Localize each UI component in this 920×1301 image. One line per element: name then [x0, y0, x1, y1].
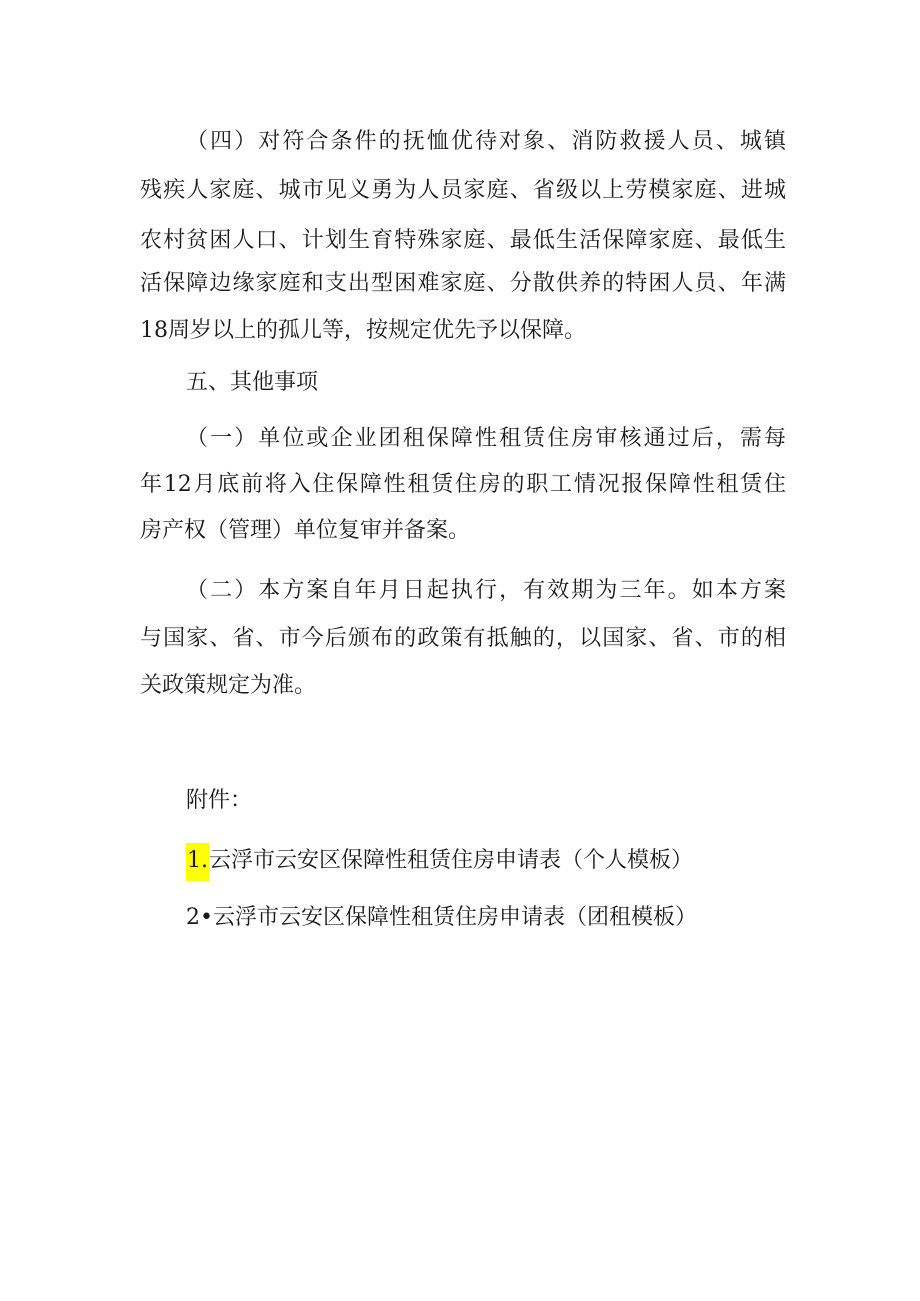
- item2-line-1: （二）本方案自年月日起执行，有效期为三年。如本方案: [186, 578, 786, 603]
- section-heading-other-matters: 五、其他事项: [186, 370, 319, 395]
- item2-line-3: 关政策规定为准。: [140, 673, 317, 698]
- section4-line-5: 18周岁以上的孤儿等，按规定优先予以保障。: [140, 318, 586, 343]
- item2-line-2: 与国家、省、市今后颁布的政策有抵触的，以国家、省、市的相: [140, 626, 786, 651]
- section4-line-3: 农村贫困人口、计划生育特殊家庭、最低生活保障家庭、最低生: [140, 228, 786, 253]
- section4-line-1: （四）对符合条件的抚恤优待对象、消防救援人员、城镇: [186, 129, 786, 154]
- attachment-number-1-highlighted: 1.: [186, 843, 209, 881]
- item1-line-3: 房产权（管理）单位复审并备案。: [140, 518, 471, 543]
- item1-line-1: （一）单位或企业团租保障性租赁住房审核通过后，需每: [186, 426, 786, 451]
- attachment-item-2: [186, 903, 697, 933]
- section4-line-2: 残疾人家庭、城市见义勇为人员家庭、省级以上劳模家庭、进城: [140, 178, 786, 203]
- attachments-label: 附件：: [186, 788, 253, 813]
- attachment-title-1: 云浮市云安区保障性租赁住房申请表（个人模板）: [209, 848, 694, 873]
- attachment-number-2: 2•: [186, 905, 213, 930]
- attachment-item-1: [186, 843, 693, 881]
- attachment-title-2: 云浮市云安区保障性租赁住房申请表（团租模板）: [212, 905, 697, 930]
- section4-line-4: 活保障边缘家庭和支出型困难家庭、分散供养的特困人员、年满: [140, 271, 786, 296]
- item1-line-2: 年12月底前将入住保障性租赁住房的职工情况报保障性租赁住: [140, 472, 786, 497]
